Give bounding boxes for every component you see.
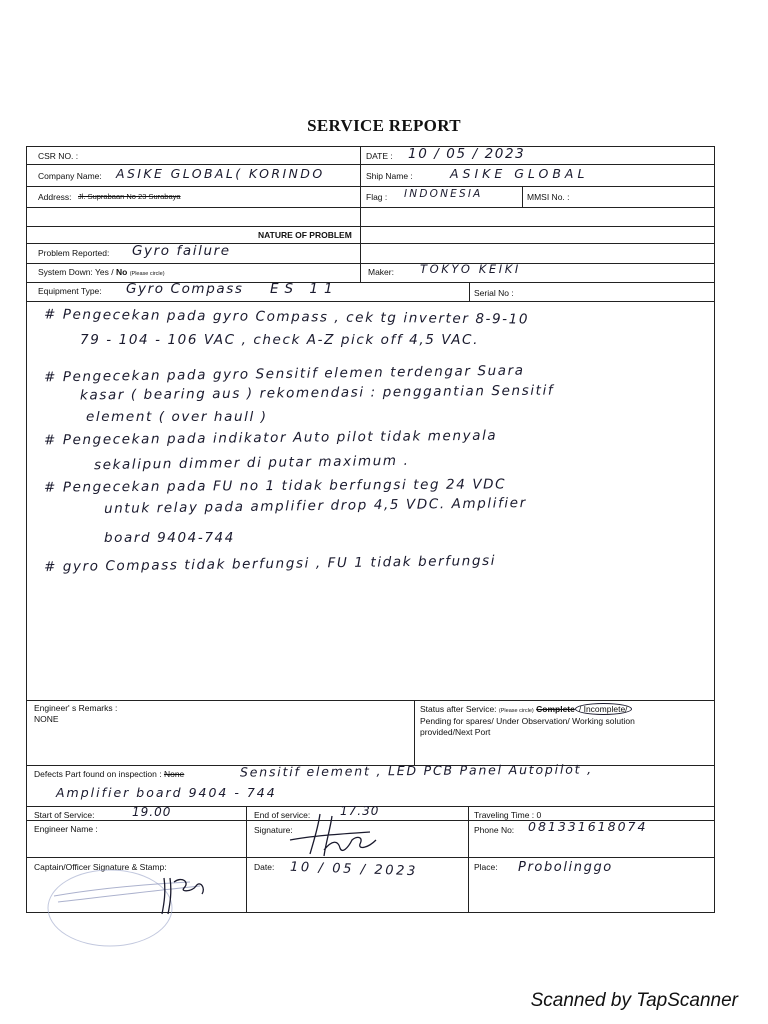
status-line-3: provided/Next Port — [420, 727, 491, 737]
row-divider — [26, 164, 714, 165]
note-line: sekalipun dimmer di putar maximum . — [93, 452, 410, 474]
end-service-label: End of service: — [254, 810, 311, 820]
row-divider — [26, 700, 714, 701]
place-value: Probolinggo — [518, 860, 613, 875]
engineer-name-label: Engineer Name : — [34, 824, 98, 834]
row-divider — [26, 301, 714, 302]
captain-signature-stamp — [40, 868, 240, 958]
engineer-signature — [280, 810, 400, 860]
system-down-no: No — [115, 267, 128, 277]
col-divider — [469, 282, 470, 301]
note-line: # Pengecekan pada indikator Auto pilot tidak menyala — [43, 427, 498, 449]
row-divider — [26, 207, 714, 208]
captain-signature-label: Captain/Officer Signature & Stamp: — [34, 862, 167, 872]
section-title: NATURE OF PROBLEM — [258, 230, 352, 240]
date-value: 10 / 05 / 2023 — [408, 146, 526, 162]
defects-label — [34, 769, 184, 779]
row-divider — [26, 186, 714, 187]
note-line: 79 - 104 - 106 VAC , check A-Z pick off 4,5 VAC. — [80, 332, 479, 348]
report-title: SERVICE REPORT — [307, 116, 461, 135]
scanner-watermark: Scanned by TapScanner — [530, 990, 738, 1011]
col-divider — [246, 806, 247, 912]
serial-label: Serial No : — [474, 288, 514, 298]
engineer-remarks-label: Engineer' s Remarks : — [34, 703, 118, 713]
company-value: ASIKE GLOBAL( KORINDO — [116, 166, 325, 181]
signature-label: Signature: — [254, 825, 293, 835]
start-service-value: 19.00 — [132, 805, 172, 819]
status-complete: Complete — [536, 704, 575, 714]
note-line: # Pengecekan pada gyro Compass , cek tg inverter 8-9-10 — [43, 306, 530, 328]
defects-value-1: Sensitif element , LED PCB Panel Autopilot , — [239, 761, 593, 780]
start-service-label: Start of Service: — [34, 810, 95, 820]
mmsi-label: MMSI No. : — [527, 192, 570, 202]
status-incomplete: / Incomplete/ — [575, 703, 632, 715]
problem-reported-value: Gyro failure — [132, 243, 231, 259]
row-divider — [26, 226, 714, 227]
note-line: element ( over haull ) — [86, 409, 268, 425]
status-line-2: Pending for spares/ Under Observation/ Working solution — [420, 716, 635, 726]
col-divider — [414, 700, 415, 765]
maker-label: Maker: — [368, 267, 394, 277]
note-line: # Pengecekan pada FU no 1 tidak berfungsi teg 24 VDC — [43, 476, 507, 496]
equipment-value: Gyro Compass — [126, 281, 244, 297]
traveling-time-label: Traveling Time : 0 — [474, 810, 542, 820]
flag-value: INDONESIA — [404, 188, 483, 200]
row-divider — [26, 243, 714, 244]
csr-label: CSR NO. : — [38, 151, 79, 161]
ship-label: Ship Name : — [366, 171, 413, 181]
end-service-value: 17.30 — [340, 804, 380, 818]
date-label: DATE : — [366, 151, 393, 161]
address-label: Address: — [38, 192, 72, 202]
flag-label: Flag : — [366, 192, 388, 202]
defects-none: None — [163, 769, 185, 779]
ship-value: ASIKE GLOBAL — [450, 166, 589, 181]
maker-value: TOKYO KEIKI — [420, 262, 521, 276]
note-line: # gyro Compass tidak berfungsi , FU 1 tidak berfungsi — [43, 552, 497, 576]
note-line: # Pengecekan pada gyro Sensitif elemen terdengar Suara — [43, 362, 525, 386]
phone-label: Phone No: — [474, 825, 515, 835]
problem-reported-label: Problem Reported: — [38, 248, 110, 258]
date-bottom-value: 10 / 05 / 2023 — [289, 859, 419, 880]
note-line: untuk relay pada amplifier drop 4,5 VDC. Amplifier — [103, 495, 527, 517]
system-down-text: System Down: Yes / — [38, 267, 114, 277]
address-value: Jl. Suprabaan No 23 Surabaya — [78, 192, 181, 201]
col-divider — [522, 186, 523, 207]
equipment-label: Equipment Type: — [38, 286, 102, 296]
engineer-remarks-value: NONE — [34, 714, 59, 724]
col-divider — [468, 806, 469, 912]
col-divider — [360, 146, 361, 282]
equipment-model: ES 11 — [270, 281, 339, 297]
defects-value-2: Amplifier board 9404 - 744 — [56, 785, 277, 800]
row-divider — [26, 263, 714, 264]
system-down-label — [38, 267, 165, 277]
status-circle-note: (Please circle) — [498, 708, 534, 714]
date-bottom-label: Date: — [254, 862, 275, 872]
status-line-1 — [420, 704, 632, 714]
status-label: Status after Service: — [420, 704, 497, 714]
phone-value: 081331618074 — [528, 819, 648, 834]
note-line: board 9404-744 — [104, 530, 235, 546]
note-line: kasar ( bearing aus ) rekomendasi : penggantian Sensitif — [79, 382, 555, 404]
place-label: Place: — [474, 862, 498, 872]
defects-label-text: Defects Part found on inspection : — [34, 769, 162, 779]
company-label: Company Name: — [38, 171, 102, 181]
please-circle-note: (Please circle) — [129, 271, 165, 277]
